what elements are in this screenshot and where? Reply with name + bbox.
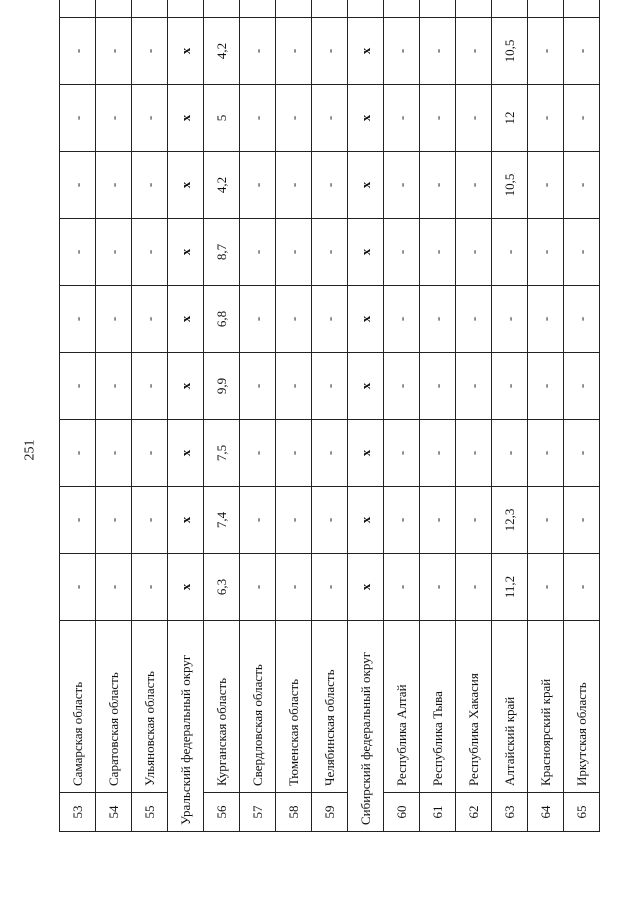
value-cell: 10,5 <box>492 18 528 85</box>
table-row <box>528 0 564 832</box>
table-row <box>492 0 528 832</box>
value-cell: - <box>312 286 348 353</box>
region-name-cell: Иркутская область <box>564 621 600 793</box>
value-cell: - <box>132 420 168 487</box>
value-cell: - <box>564 420 600 487</box>
value-cell: x <box>168 286 204 353</box>
value-cell: - <box>456 286 492 353</box>
value-cell: 7,4 <box>204 487 240 554</box>
rotated-table-container <box>59 39 597 832</box>
value-cell: - <box>456 85 492 152</box>
value-cell: - <box>420 18 456 85</box>
value-cell: - <box>420 353 456 420</box>
value-cell: - <box>564 554 600 621</box>
value-cell: - <box>276 420 312 487</box>
value-cell: - <box>60 420 96 487</box>
value-cell: 10,5 <box>492 152 528 219</box>
district-name-cell: Сибирский федеральный округ <box>348 621 384 832</box>
value-cell: - <box>276 554 312 621</box>
table-row <box>564 0 600 832</box>
value-cell <box>348 0 384 18</box>
value-cell: - <box>564 85 600 152</box>
value-cell <box>528 0 564 18</box>
value-cell: - <box>312 353 348 420</box>
value-cell: - <box>528 18 564 85</box>
district-row <box>348 0 384 832</box>
value-cell: - <box>132 18 168 85</box>
value-cell: - <box>276 85 312 152</box>
value-cell: - <box>456 554 492 621</box>
value-cell: - <box>384 353 420 420</box>
value-cell: - <box>132 152 168 219</box>
value-cell: - <box>528 554 564 621</box>
value-cell: - <box>240 554 276 621</box>
value-cell: - <box>384 487 420 554</box>
value-cell: - <box>456 18 492 85</box>
value-cell: - <box>276 353 312 420</box>
value-cell: - <box>456 353 492 420</box>
value-cell <box>456 0 492 18</box>
value-cell: - <box>420 286 456 353</box>
value-cell: 6,8 <box>204 286 240 353</box>
value-cell: - <box>528 219 564 286</box>
table-row <box>420 0 456 832</box>
row-number-cell: 55 <box>132 793 168 832</box>
value-cell: - <box>96 85 132 152</box>
value-cell: - <box>420 420 456 487</box>
value-cell: x <box>348 286 384 353</box>
value-cell: 7,5 <box>204 420 240 487</box>
district-row <box>168 0 204 832</box>
value-cell: - <box>276 219 312 286</box>
row-number-cell: 53 <box>60 793 96 832</box>
row-number-cell: 58 <box>276 793 312 832</box>
value-cell: x <box>348 85 384 152</box>
table-row <box>456 0 492 832</box>
district-name-cell: Уральский федеральный округ <box>168 621 204 832</box>
region-name-cell: Челябинская область <box>312 621 348 793</box>
region-name-cell: Алтайский край <box>492 621 528 793</box>
value-cell: - <box>564 353 600 420</box>
value-cell: - <box>420 85 456 152</box>
value-cell: x <box>168 85 204 152</box>
value-cell: - <box>60 85 96 152</box>
value-cell: - <box>276 152 312 219</box>
value-cell: - <box>564 152 600 219</box>
value-cell: - <box>420 152 456 219</box>
row-number-cell: 65 <box>564 793 600 832</box>
value-cell: - <box>132 487 168 554</box>
data-table <box>59 0 600 832</box>
value-cell: x <box>168 353 204 420</box>
value-cell: x <box>348 152 384 219</box>
region-name-cell: Саратовская область <box>96 621 132 793</box>
region-name-cell: Республика Тыва <box>420 621 456 793</box>
table-row <box>312 0 348 832</box>
value-cell: - <box>456 152 492 219</box>
value-cell: x <box>348 420 384 487</box>
value-cell: - <box>312 554 348 621</box>
value-cell: - <box>384 152 420 219</box>
value-cell: - <box>492 286 528 353</box>
value-cell: - <box>528 152 564 219</box>
value-cell: - <box>564 487 600 554</box>
value-cell: - <box>456 420 492 487</box>
table-row <box>384 0 420 832</box>
value-cell: 4,2 <box>204 152 240 219</box>
value-cell: - <box>312 85 348 152</box>
row-number-cell: 54 <box>96 793 132 832</box>
value-cell: 12,3 <box>492 487 528 554</box>
value-cell: - <box>528 353 564 420</box>
value-cell: - <box>564 18 600 85</box>
value-cell: - <box>528 420 564 487</box>
value-cell: - <box>276 286 312 353</box>
value-cell: - <box>240 85 276 152</box>
value-cell <box>168 0 204 18</box>
table-row <box>276 0 312 832</box>
value-cell: - <box>60 487 96 554</box>
value-cell: x <box>168 487 204 554</box>
region-name-cell: Республика Алтай <box>384 621 420 793</box>
value-cell: - <box>312 420 348 487</box>
row-number-cell: 64 <box>528 793 564 832</box>
value-cell: - <box>564 286 600 353</box>
value-cell: - <box>96 18 132 85</box>
value-cell: - <box>384 420 420 487</box>
value-cell: 11,2 <box>492 554 528 621</box>
value-cell: - <box>456 219 492 286</box>
value-cell: - <box>384 219 420 286</box>
value-cell: - <box>384 286 420 353</box>
value-cell: - <box>312 152 348 219</box>
region-name-cell: Ульяновская область <box>132 621 168 793</box>
value-cell: - <box>564 219 600 286</box>
table-row <box>240 0 276 832</box>
value-cell: - <box>420 219 456 286</box>
value-cell <box>420 0 456 18</box>
value-cell: - <box>96 219 132 286</box>
value-cell: x <box>348 554 384 621</box>
value-cell: - <box>96 152 132 219</box>
value-cell: - <box>420 487 456 554</box>
value-cell: - <box>96 286 132 353</box>
value-cell: - <box>312 487 348 554</box>
table-row <box>132 0 168 832</box>
region-name-cell: Тюменская область <box>276 621 312 793</box>
value-cell <box>276 0 312 18</box>
value-cell: - <box>132 219 168 286</box>
region-name-cell: Свердловская область <box>240 621 276 793</box>
region-name-cell: Республика Хакасия <box>456 621 492 793</box>
value-cell: - <box>456 487 492 554</box>
value-cell: x <box>348 353 384 420</box>
value-cell: - <box>240 420 276 487</box>
region-name-cell: Курганская область <box>204 621 240 793</box>
value-cell: - <box>384 554 420 621</box>
value-cell: - <box>528 487 564 554</box>
value-cell: 12 <box>492 85 528 152</box>
region-name-cell: Самарская область <box>60 621 96 793</box>
row-number-cell: 59 <box>312 793 348 832</box>
value-cell: - <box>60 219 96 286</box>
value-cell: x <box>168 554 204 621</box>
value-cell: - <box>96 487 132 554</box>
value-cell: - <box>240 219 276 286</box>
value-cell: - <box>528 85 564 152</box>
row-number-cell: 57 <box>240 793 276 832</box>
value-cell: x <box>168 420 204 487</box>
value-cell: - <box>132 554 168 621</box>
value-cell <box>60 0 96 18</box>
value-cell: - <box>96 554 132 621</box>
row-number-cell: 61 <box>420 793 456 832</box>
value-cell: - <box>276 487 312 554</box>
value-cell: - <box>384 18 420 85</box>
value-cell: x <box>168 152 204 219</box>
table-row <box>204 0 240 832</box>
value-cell: - <box>60 152 96 219</box>
value-cell: - <box>132 286 168 353</box>
value-cell: - <box>240 487 276 554</box>
value-cell: - <box>96 420 132 487</box>
row-number-cell: 60 <box>384 793 420 832</box>
value-cell: - <box>312 18 348 85</box>
value-cell: - <box>420 554 456 621</box>
value-cell: - <box>312 219 348 286</box>
value-cell <box>492 0 528 18</box>
value-cell <box>312 0 348 18</box>
value-cell: - <box>240 18 276 85</box>
value-cell <box>564 0 600 18</box>
value-cell: x <box>348 219 384 286</box>
value-cell <box>132 0 168 18</box>
value-cell <box>240 0 276 18</box>
value-cell: - <box>240 286 276 353</box>
value-cell: - <box>492 420 528 487</box>
page-number: 251 <box>22 439 37 461</box>
value-cell: - <box>96 353 132 420</box>
value-cell: - <box>276 18 312 85</box>
region-name-cell: Красноярский край <box>528 621 564 793</box>
value-cell: - <box>492 219 528 286</box>
value-cell: - <box>60 18 96 85</box>
value-cell: - <box>528 286 564 353</box>
value-cell: - <box>240 353 276 420</box>
value-cell: - <box>60 353 96 420</box>
value-cell: - <box>132 85 168 152</box>
value-cell: 4,2 <box>204 18 240 85</box>
value-cell: - <box>60 554 96 621</box>
value-cell <box>384 0 420 18</box>
row-number-cell: 56 <box>204 793 240 832</box>
table-row <box>96 0 132 832</box>
value-cell: x <box>168 18 204 85</box>
value-cell: - <box>240 152 276 219</box>
value-cell: 6,3 <box>204 554 240 621</box>
value-cell: x <box>348 18 384 85</box>
value-cell: - <box>132 353 168 420</box>
value-cell: x <box>168 219 204 286</box>
value-cell: - <box>492 353 528 420</box>
value-cell: - <box>60 286 96 353</box>
row-number-cell: 63 <box>492 793 528 832</box>
value-cell <box>204 0 240 18</box>
value-cell: - <box>384 85 420 152</box>
value-cell: 9,9 <box>204 353 240 420</box>
value-cell: 8,7 <box>204 219 240 286</box>
value-cell: x <box>348 487 384 554</box>
table-row <box>60 0 96 832</box>
value-cell: 5 <box>204 85 240 152</box>
value-cell <box>96 0 132 18</box>
row-number-cell: 62 <box>456 793 492 832</box>
